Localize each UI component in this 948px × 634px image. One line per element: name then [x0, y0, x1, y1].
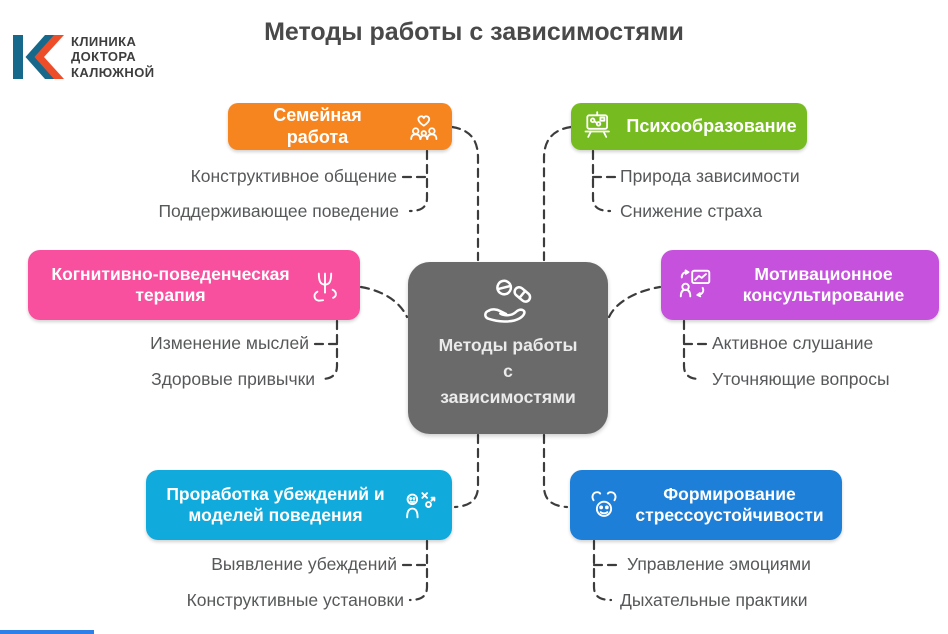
- center-line: Методы работы: [438, 335, 578, 355]
- person-choices-icon: [400, 486, 438, 524]
- center-line: зависимостями: [440, 387, 576, 407]
- connector-stress-children: [594, 541, 611, 600]
- connector-family-to-center: [452, 127, 478, 260]
- center-node: [408, 262, 608, 434]
- child-label: Поддерживающее поведение: [158, 201, 399, 221]
- child-label: Выявление убеждений: [211, 554, 397, 574]
- branch-node-stress: [570, 470, 842, 540]
- center-node-label: [439, 332, 578, 410]
- logo-line: КЛИНИКА: [71, 33, 137, 49]
- logo-line: ДОКТОРА: [71, 49, 137, 65]
- hand-pills-icon: [477, 276, 539, 328]
- connector-motivational-to-center: [609, 287, 660, 317]
- branch-node-beliefs: [146, 470, 452, 540]
- branch-label: Мотивационное консультирование: [742, 263, 905, 305]
- child-label: Управление эмоциями: [627, 554, 811, 574]
- presentation-board-icon: [581, 109, 617, 145]
- child-label: Уточняющие вопросы: [712, 369, 890, 389]
- connector-psychoeducation-to-center: [544, 127, 571, 260]
- connector-cbt-children: [321, 321, 337, 379]
- connector-psychoeducation-children: [593, 151, 610, 211]
- child-label: Конструктивное общение: [190, 166, 397, 186]
- logo-line: КАЛЮЖНОЙ: [71, 64, 155, 80]
- child-label: Конструктивные установки: [186, 590, 404, 610]
- branch-label: Семейная работа: [273, 104, 362, 147]
- branch-label: Психообразование: [626, 115, 797, 136]
- child-label: Природа зависимости: [620, 166, 800, 186]
- coach-board-icon: [677, 266, 715, 304]
- branch-node-psychoeducation: [571, 103, 807, 150]
- page-title: Методы работы с зависимостями: [264, 18, 684, 46]
- psi-hands-icon: [306, 266, 344, 304]
- connector-center-to-stress: [544, 435, 567, 507]
- child-label: Снижение страха: [620, 201, 763, 221]
- stressed-face-icon: [585, 486, 623, 524]
- branch-label: Формирование стрессоустойчивости: [635, 483, 824, 525]
- connector-beliefs-children: [410, 541, 427, 600]
- branch-label: Когнитивно-поведенческая терапия: [51, 263, 290, 305]
- branch-label: Проработка убеждений и моделей поведения: [166, 483, 385, 525]
- connector-family-children: [410, 151, 427, 211]
- connector-center-to-beliefs: [455, 435, 478, 507]
- child-label: Здоровые привычки: [151, 369, 315, 389]
- branch-node-motivational: [661, 250, 939, 320]
- child-label: Активное слушание: [712, 333, 874, 353]
- connector-motivational-children: [684, 321, 700, 379]
- child-label: Дыхательные практики: [620, 590, 808, 610]
- branch-node-cbt: [28, 250, 360, 320]
- branch-node-family: [228, 103, 452, 150]
- family-heart-icon: [404, 109, 440, 145]
- child-label: Изменение мыслей: [150, 333, 309, 353]
- connector-cbt-to-center: [361, 287, 407, 317]
- center-line: с: [503, 361, 513, 381]
- footer-accent-bar: [0, 630, 94, 634]
